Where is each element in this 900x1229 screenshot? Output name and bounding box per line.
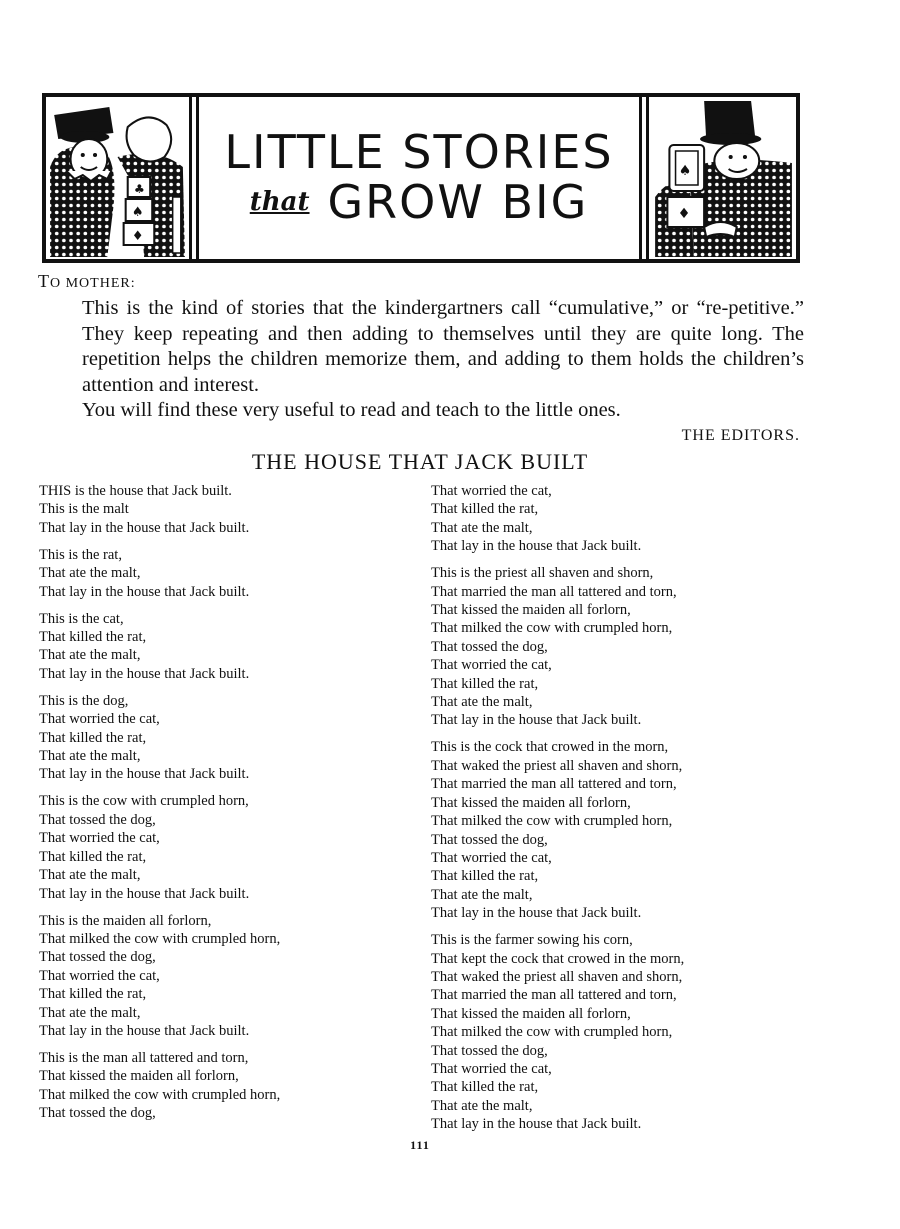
svg-text:♠: ♠ <box>131 205 144 220</box>
poem-line: This is the priest all shaven and shorn, <box>431 565 654 582</box>
banner-rule-right <box>639 97 642 259</box>
intro-text <box>38 296 804 424</box>
poem-stanza <box>39 610 419 684</box>
poem-line: This is the malt <box>39 501 129 518</box>
poem-stanza <box>39 912 419 1041</box>
poem-line: That waked the priest all shaven and shorn, <box>431 757 683 774</box>
title-line-1: LITTLE STORIES <box>224 125 614 179</box>
poem-line: That ate the malt, <box>431 1097 533 1114</box>
poem-line: That worried the cat, <box>431 483 552 499</box>
poem-line: That married the man all tattered and torn, <box>431 583 677 600</box>
poem-line: That killed the rat, <box>39 729 147 746</box>
poem-stanza <box>431 482 821 556</box>
page-number: 111 <box>410 1138 430 1152</box>
poem-line: That kissed the maiden all forlorn, <box>431 794 631 811</box>
poem-line: This is the cock that crowed in the morn, <box>431 739 669 756</box>
poem-line: That ate the malt, <box>39 647 141 664</box>
poem-line: That worried the cat, <box>39 830 160 847</box>
title-grow-big: GROW BIG <box>327 175 589 229</box>
poem-line: That kissed the maiden all forlorn, <box>39 1068 239 1085</box>
poem-line: That lay in the house that Jack built. <box>39 885 250 902</box>
poem-line: That milked the cow with crumpled horn, <box>39 930 281 947</box>
title-that: that <box>249 187 310 217</box>
poem-line: This is the maiden all forlorn, <box>39 912 212 929</box>
poem-stanza <box>39 482 419 537</box>
poem-line: That worried the cat, <box>431 1060 552 1077</box>
story-title: THE HOUSE THAT JACK BUILT <box>251 449 589 474</box>
poem-line: That tossed the dog, <box>431 638 548 655</box>
poem-line: That lay in the house that Jack built. <box>39 665 250 682</box>
poem-line: THIS is the house that Jack built. <box>39 483 232 499</box>
poem-stanza <box>431 931 821 1133</box>
poem-stanza <box>431 564 821 730</box>
poem-line: This is the dog, <box>39 692 129 709</box>
title-banner <box>42 93 800 263</box>
editors-signature: THE EDITORS. <box>681 427 800 444</box>
poem-line: This is the rat, <box>39 546 122 563</box>
poem-line: That milked the cow with crumpled horn, <box>431 1024 673 1041</box>
poem-line: That married the man all tattered and torn, <box>431 776 677 793</box>
poem-right-column <box>431 482 821 1142</box>
salutation-initial: T <box>38 271 50 291</box>
banner-illustration-right <box>646 97 796 259</box>
svg-text:♣: ♣ <box>133 182 145 196</box>
poem-line: That lay in the house that Jack built. <box>431 1116 642 1133</box>
svg-text:♦: ♦ <box>131 229 144 244</box>
poem-line: That tossed the dog, <box>39 1105 156 1122</box>
poem-line: That milked the cow with crumpled horn, <box>431 813 673 830</box>
poem-line: That tossed the dog, <box>39 811 156 828</box>
intro-paragraph-1: This is the kind of stories that the kindergartners call “cumulative,” or “re-petitive.” They keep repeating and then adding to themselves until they are quite long. The repetition helps the children memorize them, and adding to them holds the children’s attention and interest. <box>82 297 804 396</box>
poem-line: That ate the malt, <box>431 519 533 536</box>
poem-stanza <box>39 792 419 902</box>
intro-paragraph-2: You will find these very useful to read and teach to the little ones. <box>82 399 621 422</box>
poem-stanza <box>431 738 821 922</box>
poem-line: This is the farmer sowing his corn, <box>431 932 633 949</box>
salutation-rest: O MOTHER: <box>50 276 136 291</box>
poem-line: That killed the rat, <box>39 629 147 646</box>
poem-left-column <box>39 482 419 1131</box>
poem-line: This is the man all tattered and torn, <box>39 1049 249 1066</box>
poem-line: That killed the rat, <box>431 1079 539 1096</box>
poem-line: That lay in the house that Jack built. <box>39 766 250 783</box>
poem-line: That ate the malt, <box>39 565 141 582</box>
banner-title <box>198 97 640 259</box>
poem-line: That killed the rat, <box>431 675 539 692</box>
poem-line: That ate the malt, <box>431 694 533 711</box>
salutation <box>38 271 136 292</box>
title-line-2 <box>198 175 640 229</box>
poem-line: That married the man all tattered and torn, <box>431 987 677 1004</box>
clown-with-blocks-icon <box>46 97 189 259</box>
poem-line: That milked the cow with crumpled horn, <box>39 1086 281 1103</box>
poem-stanza <box>39 692 419 784</box>
poem-line: That lay in the house that Jack built. <box>39 519 250 536</box>
poem-stanza <box>39 546 419 601</box>
poem-line: That ate the malt, <box>39 748 141 765</box>
poem-line: This is the cow with crumpled horn, <box>39 793 249 810</box>
poem-line: That lay in the house that Jack built. <box>39 1022 250 1039</box>
poem-line: That ate the malt, <box>39 867 141 884</box>
poem-line: That worried the cat, <box>431 657 552 674</box>
poem-line: This is the cat, <box>39 610 124 627</box>
poem-line: That ate the malt, <box>39 1004 141 1021</box>
banner-illustration-left <box>46 97 192 259</box>
poem-line: That worried the cat, <box>431 849 552 866</box>
poem-line: That lay in the house that Jack built. <box>39 583 250 600</box>
poem-line: That worried the cat, <box>39 711 160 728</box>
poem-line: That tossed the dog, <box>431 1042 548 1059</box>
svg-text:♦: ♦ <box>677 206 691 222</box>
poem-line: That killed the rat, <box>39 848 147 865</box>
poem-line: That worried the cat, <box>39 967 160 984</box>
clown-with-lantern-icon <box>649 97 796 259</box>
poem-line: That killed the rat, <box>431 868 539 885</box>
poem-line: That tossed the dog, <box>39 949 156 966</box>
poem-line: That kissed the maiden all forlorn, <box>431 1005 631 1022</box>
poem-line: That tossed the dog, <box>431 831 548 848</box>
poem-stanza <box>39 1049 419 1123</box>
poem-line: That lay in the house that Jack built. <box>431 538 642 555</box>
poem-line: That waked the priest all shaven and shorn, <box>431 968 683 985</box>
poem-line: That milked the cow with crumpled horn, <box>431 620 673 637</box>
poem-line: That lay in the house that Jack built. <box>431 712 642 729</box>
svg-text:♠: ♠ <box>678 163 692 179</box>
poem-line: That killed the rat, <box>39 986 147 1003</box>
poem-line: That ate the malt, <box>431 886 533 903</box>
poem-line: That lay in the house that Jack built. <box>431 905 642 922</box>
poem-line: That killed the rat, <box>431 501 539 518</box>
poem-line: That kissed the maiden all forlorn, <box>431 602 631 619</box>
poem-line: That kept the cock that crowed in the morn, <box>431 950 685 967</box>
